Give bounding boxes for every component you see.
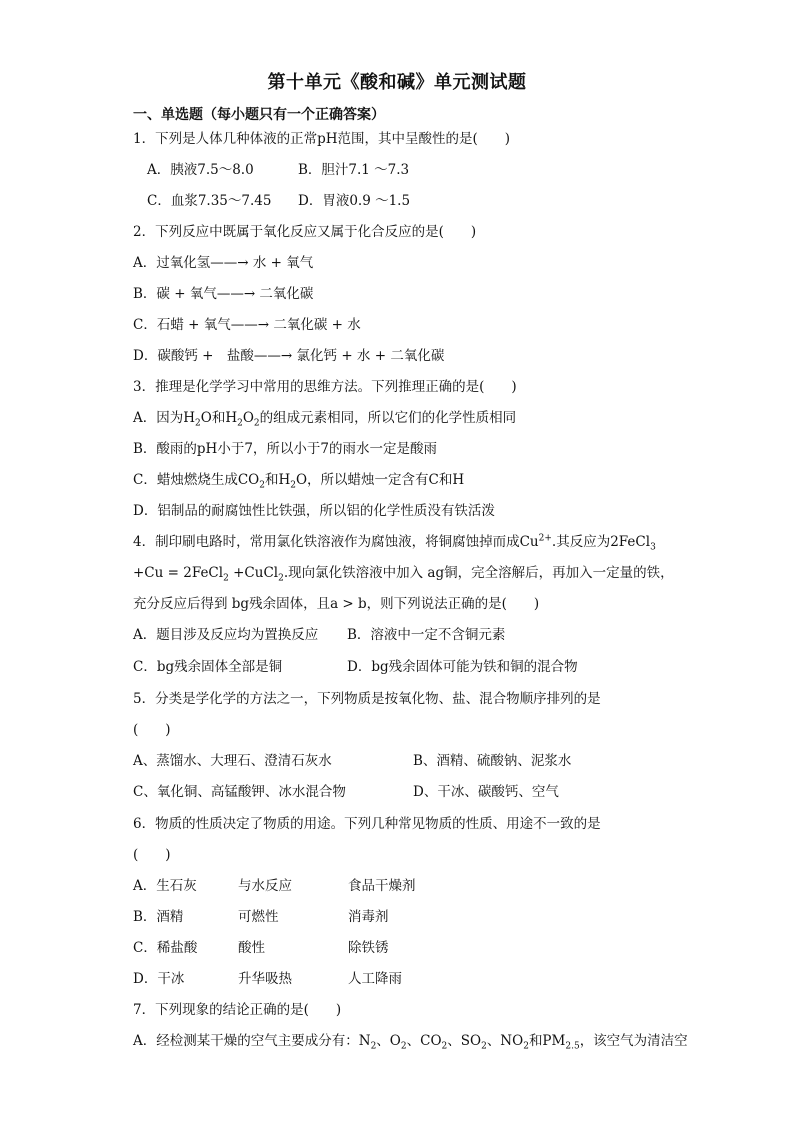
question-2-option-a: A．过氧化氢——→ 水 + 氧气 <box>133 255 314 271</box>
question-1-option-a: A．胰液7.5～8.0 <box>147 162 254 178</box>
question-6-row-a-use: 食品干燥剂 <box>348 878 416 894</box>
question-7-option-a: A．经检测某干燥的空气主要成分有：$N_2$、$O_2$、$CO_2$、$SO_2$、$NO_2$和$PM_{2.5}$，该空气为清洁空 <box>133 1033 688 1052</box>
question-1-option-d: D．胃液0.9 ～1.5 <box>298 193 411 209</box>
question-7-stem: 7．下列现象的结论正确的是( ) <box>133 1002 342 1018</box>
question-5-option-d: D、干冰、碳酸钙、空气 <box>413 784 559 800</box>
question-3-stem: 3．推理是化学学习中常用的思维方法。下列推理正确的是( ) <box>133 379 517 395</box>
question-5-stem: 5．分类是学化学的方法之一，下列物质是按氧化物、盐、混合物顺序排列的是 <box>133 691 601 707</box>
question-5-option-c: C、氧化铜、高锰酸钾、冰水混合物 <box>133 784 346 800</box>
question-6-row-a-substance: A．生石灰 <box>133 878 197 894</box>
question-4-option-d: D．bg残余固体可能为铁和铜的混合物 <box>347 659 578 675</box>
question-3-option-b: B．酸雨的pH小于7，所以小于7的雨水一定是酸雨 <box>133 441 438 457</box>
question-5-option-b: B、酒精、硫酸钠、泥浆水 <box>413 753 572 769</box>
question-6-row-d-substance: D．干冰 <box>133 971 185 987</box>
question-3-option-c: C．蜡烛燃烧生成$CO_2$和$H_2O$，所以蜡烛一定含有C和H <box>133 472 465 491</box>
question-6-paren: ( ) <box>133 847 171 863</box>
question-1-option-b: B．胆汁7.1 ～7.3 <box>298 162 410 178</box>
page-title: 第十单元《酸和碱》单元测试题 <box>267 72 527 93</box>
question-5-option-a: A、蒸馏水、大理石、澄清石灰水 <box>133 753 332 769</box>
question-4-option-c: C．bg残余固体全部是铜 <box>133 659 283 675</box>
question-4-option-b: B．溶液中一定不含铜元素 <box>347 627 506 643</box>
question-2-option-b: B．碳 + 氧气——→ 二氧化碳 <box>133 286 314 302</box>
question-4-line-1: 4．制印刷电路时，常用氯化铁溶液作为腐蚀液，将铜腐蚀掉而成$Cu^{2+}$.其反应为2FeCl$_3$ <box>133 533 656 553</box>
question-3-option-d: D．铝制品的耐腐蚀性比铁强，所以铝的化学性质没有铁活泼 <box>133 503 495 519</box>
question-6-row-d-use: 人工降雨 <box>348 971 402 987</box>
question-2-option-d: D．碳酸钙 + 盐酸——→ 氯化钙 + 水 + 二氧化碳 <box>133 348 445 364</box>
question-6-row-b-property: 可燃性 <box>238 909 279 925</box>
question-2-stem: 2．下列反应中既属于氧化反应又属于化合反应的是( ) <box>133 224 477 240</box>
question-4-line-2: +Cu = 2FeCl$_2$ +CuCl$_2$.现向氯化铁溶液中加入 ag铜，完全溶解后，再加入一定量的铁， <box>133 565 674 584</box>
question-1-stem: 1．下列是人体几种体液的正常pH范围，其中呈酸性的是( ) <box>133 131 511 147</box>
question-6-row-b-use: 消毒剂 <box>348 909 389 925</box>
question-2-option-c: C．石蜡 + 氧气——→ 二氧化碳 + 水 <box>133 317 361 333</box>
question-5-paren: ( ) <box>133 722 171 738</box>
question-6-row-c-substance: C．稀盐酸 <box>133 940 198 956</box>
question-3-option-a: A．因为$H_2O$和$H_2O_2$的组成元素相同，所以它们的化学性质相同 <box>133 410 517 429</box>
question-6-row-c-use: 除铁锈 <box>348 940 389 956</box>
question-4-line-3: 充分反应后得到 bg残余固体，且a > b，则下列说法正确的是( ) <box>133 596 540 612</box>
question-6-row-c-property: 酸性 <box>238 940 265 956</box>
question-6-row-b-substance: B．酒精 <box>133 909 184 925</box>
question-6-stem: 6．物质的性质决定了物质的用途。下列几种常见物质的性质、用途不一致的是 <box>133 816 601 832</box>
question-6-row-d-property: 升华吸热 <box>238 971 292 987</box>
question-4-option-a: A．题目涉及反应均为置换反应 <box>133 627 319 643</box>
question-1-option-c: C．血浆7.35～7.45 <box>147 193 272 209</box>
section-heading: 一、单选题（每小题只有一个正确答案） <box>133 107 385 123</box>
question-6-row-a-property: 与水反应 <box>238 878 292 894</box>
